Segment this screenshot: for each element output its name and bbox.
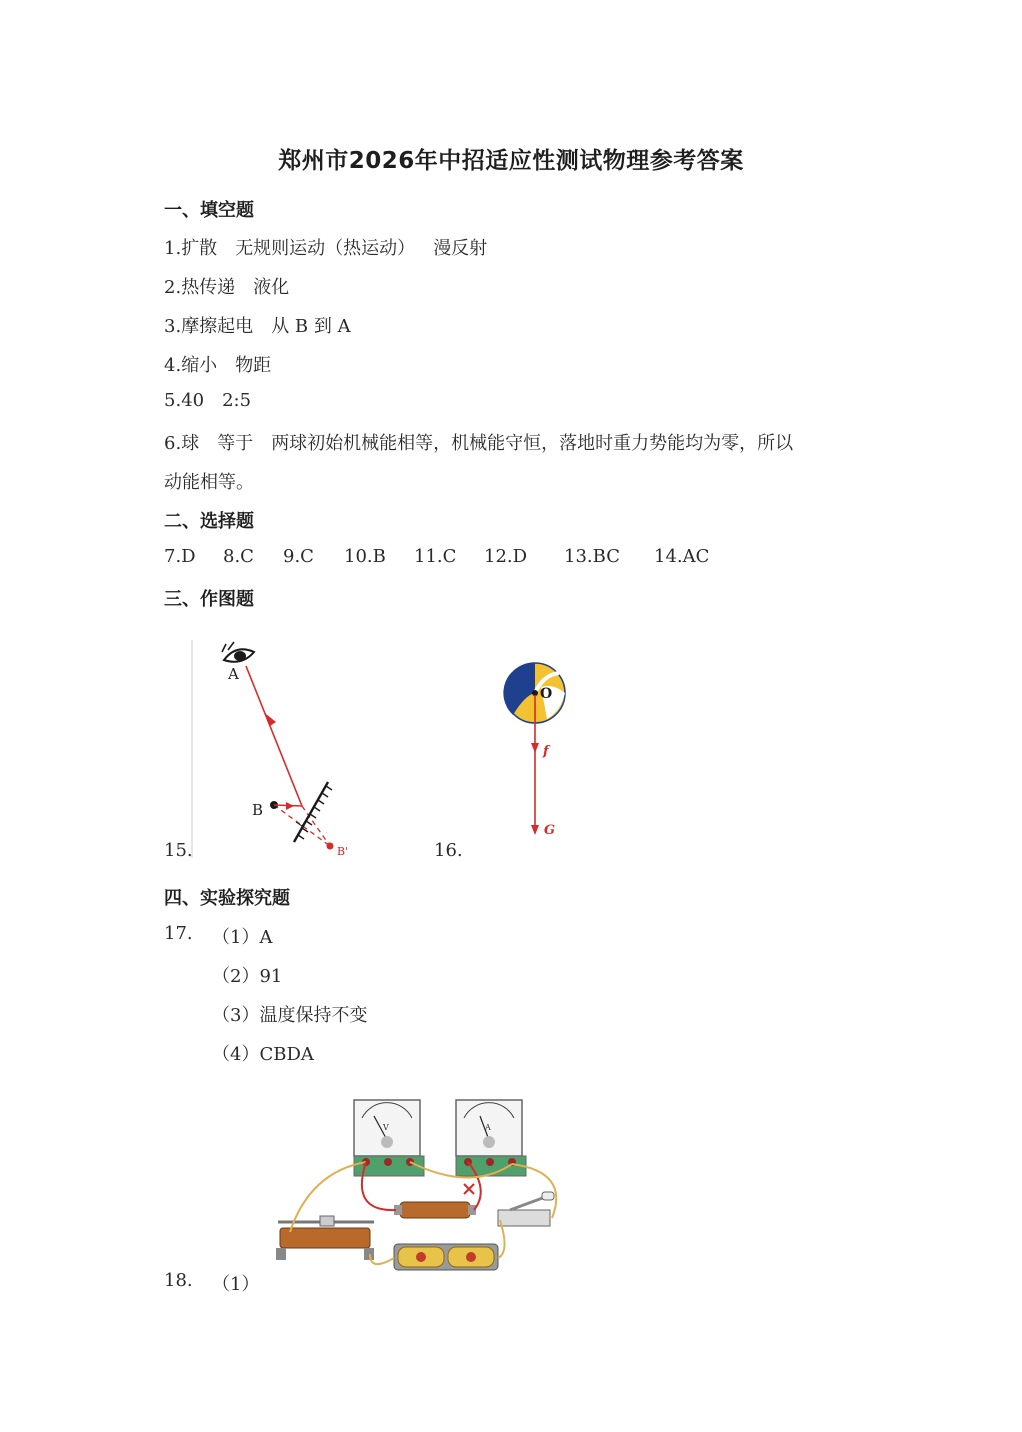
- question-number: 3.: [164, 316, 182, 337]
- answer-text: 球: [181, 433, 200, 454]
- choice-answer: 12.D: [484, 546, 528, 567]
- ray-arrow-icon: [286, 802, 294, 810]
- circuit-diagram: [270, 1092, 580, 1277]
- q17-answer-2: （2）91: [212, 966, 283, 987]
- figure-16-force-diagram: [495, 655, 585, 845]
- answer-line-3: [164, 312, 351, 338]
- answer-text: 2:5: [222, 390, 252, 411]
- ammeter-letter: A: [485, 1123, 491, 1132]
- answer-text: 等于: [217, 433, 254, 454]
- answer-line-6: [164, 429, 793, 455]
- eye-icon: [222, 642, 254, 662]
- section-heading-fill: 一、填空题: [164, 200, 254, 221]
- answer-text: 热传递: [181, 277, 236, 298]
- dashed-extension: [302, 806, 330, 846]
- label-g: G: [544, 823, 556, 838]
- question-number: 2.: [164, 277, 182, 298]
- switch: [498, 1192, 554, 1226]
- answer-text: 40: [181, 390, 205, 411]
- question-number: 6.: [164, 433, 182, 454]
- answer-line-6-continued: 动能相等。: [164, 472, 254, 493]
- answer-line-5: [164, 390, 251, 411]
- label-b-image: B': [337, 845, 349, 858]
- section-heading-drawing: 三、作图题: [164, 589, 254, 610]
- battery-pack: [394, 1244, 498, 1270]
- answer-text: 缩小: [181, 355, 218, 376]
- choice-answer: 10.B: [344, 546, 386, 567]
- answer-text: 扩散: [181, 238, 218, 259]
- choice-answer: 13.BC: [564, 546, 620, 567]
- page-title: 郑州市2026年中招适应性测试物理参考答案: [278, 148, 744, 174]
- rheostat: [276, 1216, 374, 1260]
- question-number: 5.: [164, 390, 182, 411]
- voltmeter-letter: V: [383, 1123, 389, 1132]
- label-f: f: [543, 744, 549, 759]
- question-number: 4.: [164, 355, 182, 376]
- q17-answer-1: （1）A: [212, 927, 273, 948]
- force-f-arrow-icon: [531, 743, 539, 753]
- choice-answer: 11.C: [414, 546, 457, 567]
- question-17-number: 17.: [164, 923, 193, 944]
- answer-text: 液化: [253, 277, 290, 298]
- question-number: 1.: [164, 238, 182, 259]
- label-a: A: [228, 665, 239, 683]
- label-o: O: [540, 686, 553, 702]
- force-g-arrow-icon: [531, 825, 539, 835]
- section-heading-experiment: 四、实验探究题: [164, 888, 290, 909]
- figure-15-reflection-diagram: [190, 630, 370, 865]
- cross-mark-icon: [464, 1184, 474, 1194]
- choice-answer: 9.C: [283, 546, 314, 567]
- choice-answer: 14.AC: [654, 546, 710, 567]
- figure-16-label: 16.: [434, 840, 463, 861]
- q17-answer-3: （3）温度保持不变: [212, 1005, 368, 1026]
- answer-line-2: [164, 273, 289, 299]
- image-point-b: [327, 843, 334, 850]
- fixed-resistor: [394, 1202, 476, 1218]
- answer-text: 物距: [235, 355, 272, 376]
- answer-text: 从 B 到 A: [271, 316, 351, 337]
- answer-text: 无规则运动（热运动）: [235, 238, 416, 259]
- q18-answer-1: （1）: [212, 1274, 260, 1295]
- label-b: B: [252, 801, 264, 819]
- answer-line-4: [164, 351, 271, 377]
- answer-line-1: [164, 234, 487, 260]
- section-heading-choice: 二、选择题: [164, 511, 254, 532]
- reflected-ray: [246, 666, 302, 806]
- figure-15-label: 15.: [164, 840, 193, 861]
- choice-answer: 7.D: [164, 546, 196, 567]
- question-18-number: 18.: [164, 1270, 193, 1291]
- answer-text: 漫反射: [433, 238, 488, 259]
- answer-text: 摩擦起电: [181, 316, 254, 337]
- choice-answer: 8.C: [223, 546, 254, 567]
- q17-answer-4: （4）CBDA: [212, 1044, 314, 1065]
- answer-text: 两球初始机械能相等，机械能守恒，落地时重力势能均为零，所以: [271, 433, 794, 454]
